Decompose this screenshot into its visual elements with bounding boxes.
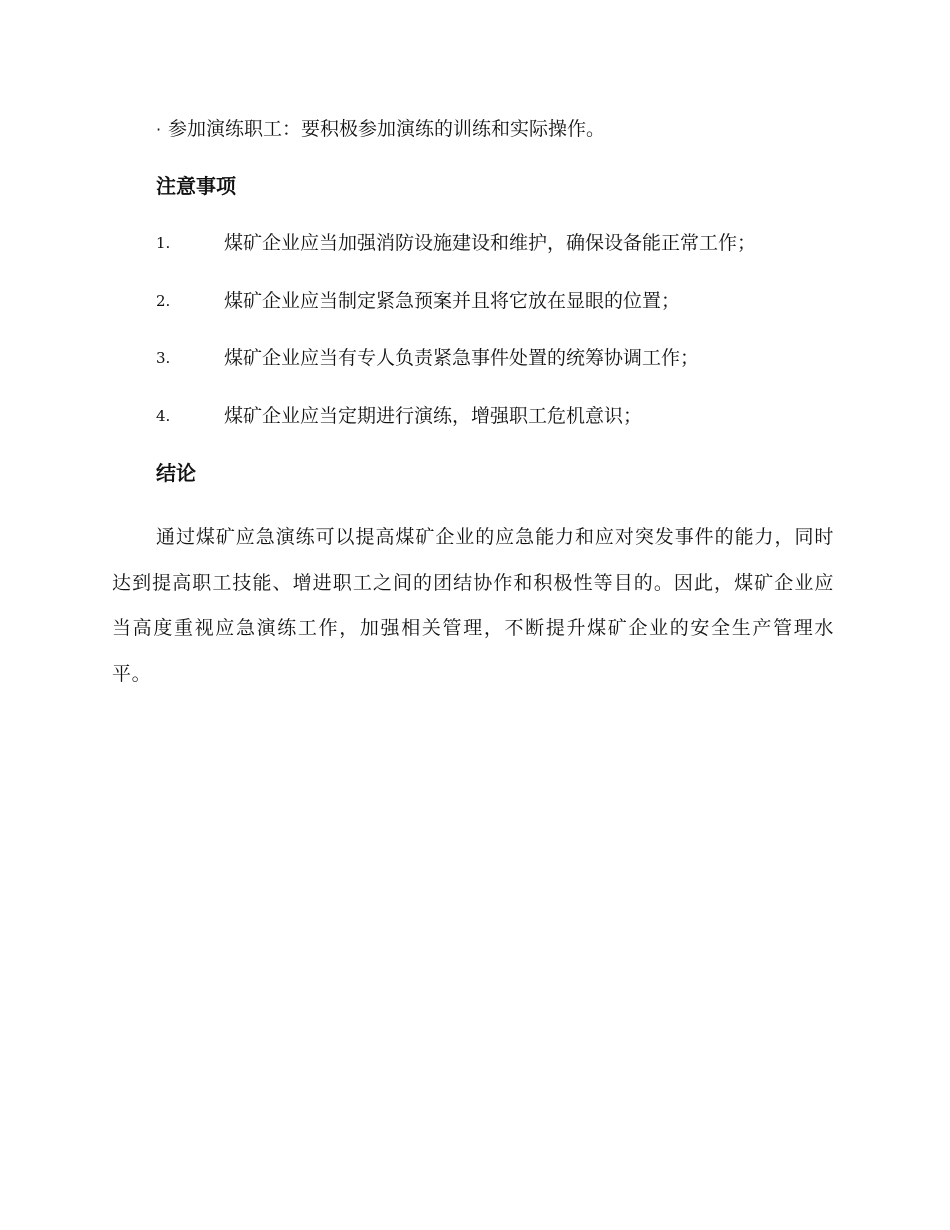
list-item-number: 3. xyxy=(156,349,171,367)
bullet-item xyxy=(156,114,605,145)
bullet-marker: · xyxy=(156,120,162,139)
list-item-text: 煤矿企业应当有专人负责紧急事件处置的统筹协调工作； xyxy=(224,347,700,369)
list-item-number: 1. xyxy=(156,234,171,252)
list-item-text: 煤矿企业应当定期进行演练，增强职工危机意识； xyxy=(224,405,643,427)
conclusion-heading: 结论 xyxy=(156,461,196,485)
list-item-text: 煤矿企业应当加强消防设施建设和维护，确保设备能正常工作； xyxy=(224,232,757,254)
bullet-item-text: 参加演练职工：要积极参加演练的训练和实际操作。 xyxy=(168,118,606,140)
notes-heading: 注意事项 xyxy=(156,174,236,198)
list-item-number: 2. xyxy=(156,292,171,310)
list-item-text: 煤矿企业应当制定紧急预案并且将它放在显眼的位置； xyxy=(224,290,681,312)
conclusion-paragraph: 通过煤矿应急演练可以提高煤矿企业的应急能力和应对突发事件的能力，同时达到提高职工技能、增进职工之间的团结协作和积极性等目的。因此，煤矿企业应当高度重视应急演练工作，加强相关管理，不断提升煤矿企业的安全生产管理水平。 xyxy=(112,526,834,685)
list-item-number: 4. xyxy=(156,407,171,425)
